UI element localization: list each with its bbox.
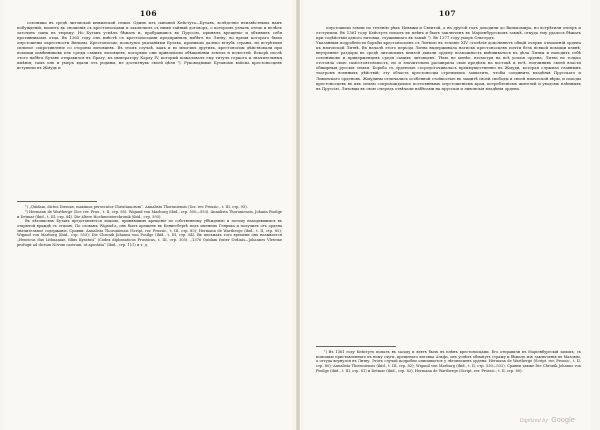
left-page-number: 106: [139, 9, 158, 18]
right-page-footnotes: [316, 350, 581, 412]
left-page-body: [17, 20, 282, 196]
watermark-prefix: Digitized by: [519, 418, 549, 424]
right-page-body: [316, 20, 581, 342]
right-footnote-rule: [316, 346, 396, 347]
left-page-footnotes: [17, 205, 282, 411]
left-page: [5, 0, 292, 430]
left-footnote-2: ²) Hermann de Wartberge (Scr. rer. Prus., t. II, стр. 85). Wigand von Marburg (ibid., стр. 550—553). Annalista Thoruniensis, Johann Posilge и Detmar (ibid., t. III, стр. 84). Die ältere Hochmeisterchronik (ibid., стр. 595).: [17, 209, 282, 219]
right-body-paragraph: опустошили земли по теченію рѣкъ Невяжи и Свентой, а на другой годъ доходили до Вилькомира, но встрѣтили отпоръ и отступили. Въ 1361 году Кейстутъ попалъ въ плѣнъ и былъ заключенъ въ Маріенбургскомъ замкѣ, откуда ему удалось бѣжать при содѣйствіи одного литовца, служившаго въ замкѣ ¹). Въ 1377 году умеръ Ольгердъ. Указанныя подробности борьбы крестоносцевъ съ Литвою въ теченіе XIV столѣтія дополняютъ общій очеркъ отношеній ордена къ языческой Литвѣ. Въ началѣ этого періода Литва выдерживала натискъ крестоносцевъ почти безъ всякой помощи извнѣ; внутренніе раздоры въ средѣ литовскихъ князей давали ордену возможность вмѣшиваться въ дѣла Литвы и находить себѣ союзниковъ и приверженцевъ среди самихъ литовцевъ. Тѣмъ не менѣе, несмотря на всѣ усилія ордена, Литва не только отстояла свою самостоятельность, но и значительно расширила свои предѣлы на востокѣ и югѣ, подчинивъ своей власти обширныя русскія земли. Борьба съ орденомъ сосредоточивалась преимущественно въ Жмуди, которая служила главнымъ театромъ военныхъ дѣйствій; эту область крестоносцы стремились захватить, чтобы соединить владѣнія Прусскаго и Ливонскаго орденовъ. Жмудины отличались особенной стойкостью въ защитѣ своей свободы и своей языческой вѣры, и походы крестоносцевъ въ ихъ землю сопровождались постояннымъ опустошеніемъ края, истребленіемъ жителей и уводомъ плѣнныхъ въ Пруссію. Литовцы въ свою очередь отвѣчали набѣгами на прусскія и ливонскія владѣнія ордена.: [316, 25, 581, 91]
google-watermark: [520, 417, 575, 424]
left-body-paragraph: союзника въ средѣ литовской княжеской семьи. Одинъ изъ сыновей Кейстута—Бутавъ, вслѣдствіе неизвѣстныхъ намъ побужденій, вошелъ въ сношенія съ крестоносцами и заключилъ съ ними тайный договоръ, о которомъ узналъ отецъ и велѣлъ заточить сына въ тюрьму. Но Бутавъ успѣлъ бѣжать и, пробравшись въ Пруссію, принялъ крещеніе и объявилъ себя противникомъ отца. Въ 1365 году онъ вмѣстѣ съ крестоносцами предпринялъ набѣгъ на Литву, во время котораго были опустошены окрестности Вильны. Крестоносцы, пользуясь указаніями Бутава, проникли далеко вглубь страны, но встрѣтили сильное сопротивленіе со стороны литовцевъ. Въ этомъ случаѣ, какъ и во многихъ другихъ, крестоносцы дѣйствовали при помощи измѣнниковъ изъ среды самихъ литовцевъ, которыхъ они привлекали обѣщаніями земель и почестей. Вскорѣ послѣ этого набѣга Бутавъ отправился въ Прагу, къ императору Карлу IV, который пожаловалъ ему титулъ герцога и значительныя имѣнія; тамъ онъ и умеръ вдали отъ родины, не достигнувъ своей цѣли ¹). Руководимые Бутавомъ войска крестоносцевъ вступили въ Жмудь и: [17, 20, 282, 71]
book-gutter: [296, 0, 300, 430]
left-footnote-rule: [17, 201, 97, 202]
right-footnote-1: ¹) Въ 1361 году Кейстутъ попалъ въ засаду и взятъ былъ въ плѣнъ крестоносцами. Его отправили въ Маріенбургскій замокъ; съ помощью приставленнаго къ нему слуги, крещенаго литовца Альфа, онъ успѣлъ обмануть стражу и бѣжалъ изъ заключенія въ Мазовію, а оттуда вернулся въ Литву. Этотъ случай подробно описывается у лѣтописцевъ ордена: Hermann de Wartberge (Script. rer. Prussic., t. II, стр. 80); Annalista Thoruniensis (ibid., t. III, стр. 82); Wigand von Marburg (ibid., t. II, стр. 530—532). Сравни также Die Chronik Johanns von Posilge (ibid., t. III, стр. 81) и Detmar (ibid., стр. 82). Hermann de Wartberge (Script. rer. Prussic., t. II, стр. 80).: [316, 350, 581, 373]
right-page: [304, 0, 591, 430]
right-page-number: 107: [438, 9, 457, 18]
left-footnote-3: Въ лѣтописяхъ Бутавъ представляется лицомъ, принявшимъ крещеніе по собственному убѣжденію и потому находившимся въ открытой враждѣ съ отцомъ. По словамъ Wigand'a, онъ былъ крещенъ въ Кенигсбергѣ подъ именемъ Генриха и получилъ отъ ордена значительное содержаніе. Сравни: Annalista Thoruniensis (Script. rer. Prussic., t. III, стр. 85); Hermann de Wartberge (ibid., t. II, стр. 85); Wigand von Marburg (ibid., стр. 553); Die Chronik Johanns von Posilge (ibid., t. III, стр. 84). Въ письмахъ того времени онъ называется „Henricus dux Lithuaniae, filius Kynstuti“ (Codex diplomaticus Prussicus, t. III, стр. 105). „1376 Quidam frater Ordinis—Johannes Vleteme profugit ad dictum Novum castrum, ut apostata“ (ibid., стр. 111) и т. д.: [17, 219, 282, 247]
left-footnote-1: ¹) „Quidam, dictus Dirsune, maximus persecutor Christianorum“. Annalista Thoruniensis (Scr. rer. Prussic., t. III, стр. 95).: [25, 205, 248, 209]
watermark-brand: Google: [551, 417, 575, 424]
